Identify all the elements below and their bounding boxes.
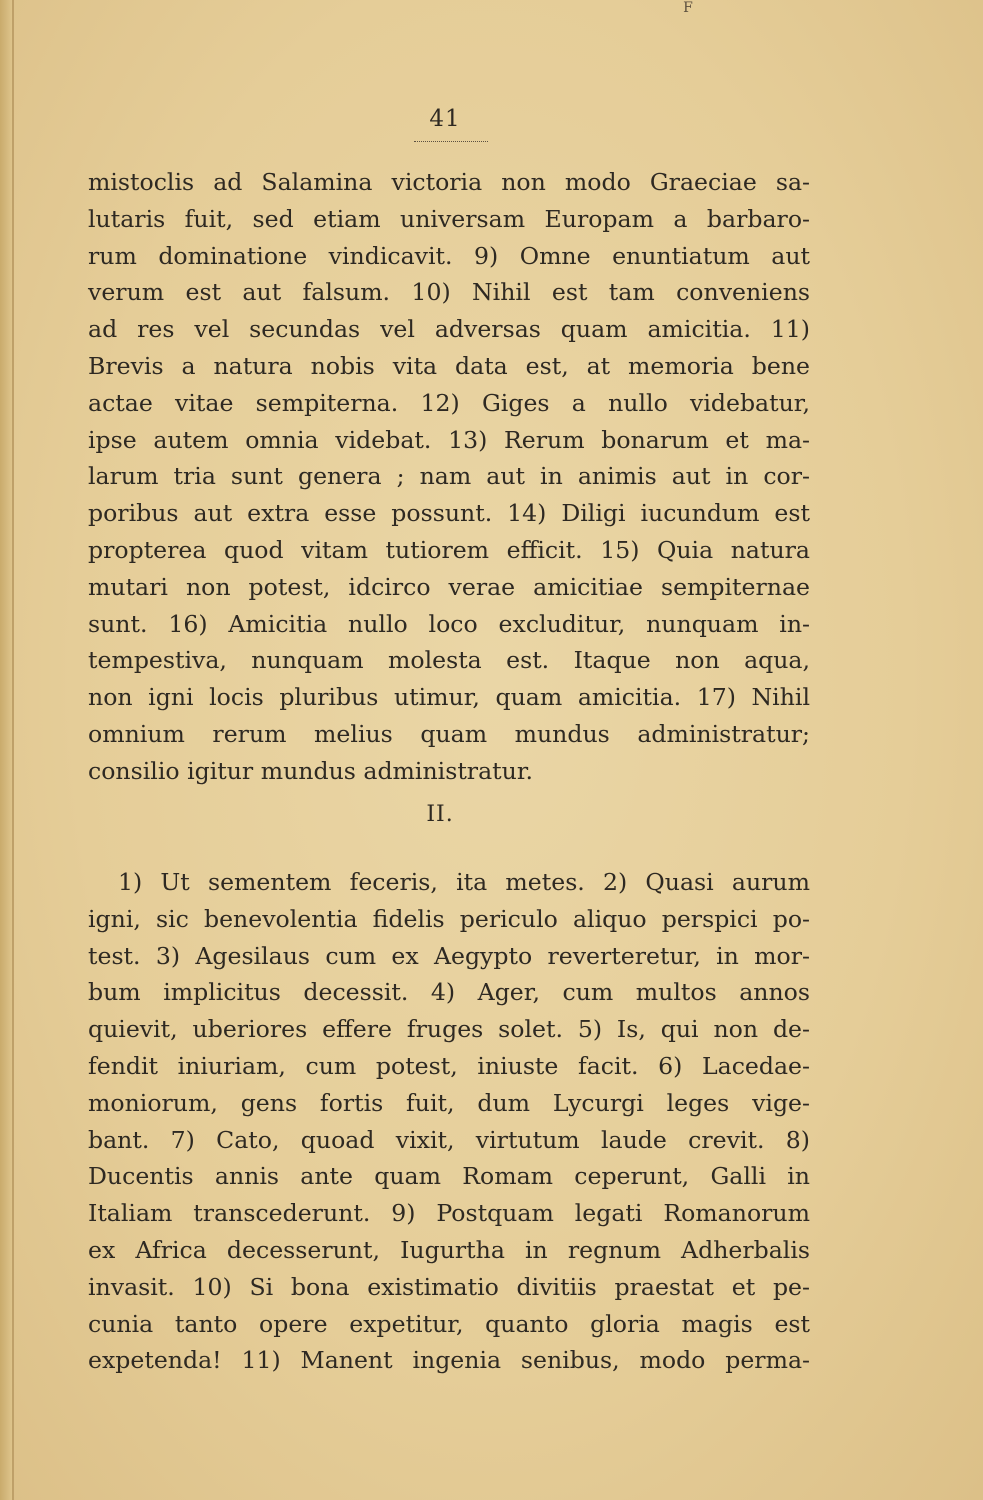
text-line: sunt. 16) Amicitia nullo loco excluditur, nunquam in- [88, 609, 810, 638]
text-line: ad res vel secundas vel adversas quam amicitia. 11) [88, 315, 810, 344]
text-line: lutaris fuit, sed etiam universam Europam a barbaro- [88, 204, 810, 233]
text-line: bant. 7) Cato, quoad vixit, virtutum laude crevit. 8) [88, 1125, 810, 1154]
text-line: invasit. 10) Si bona existimatio divitiis praestat et pe- [88, 1272, 810, 1301]
text-line: test. 3) Agesilaus cum ex Aegypto reverteretur, in mor- [88, 941, 810, 970]
paragraph-2 [88, 864, 810, 1379]
text-line: mistoclis ad Salamina victoria non modo Graeciae sa- [88, 168, 810, 196]
text-line: bum implicitus decessit. 4) Ager, cum multos annos [88, 978, 810, 1007]
text-line: ipse autem omnia videbat. 13) Rerum bonarum et ma- [88, 425, 810, 454]
text-line: Ducentis annis ante quam Romam ceperunt, Galli in [88, 1162, 810, 1191]
text-line: propterea quod vitam tutiorem efficit. 15) Quia natura [88, 535, 810, 564]
text-line: expetenda! 11) Manent ingenia senibus, modo perma- [88, 1346, 810, 1375]
text-line: Brevis a natura nobis vita data est, at memoria bene [88, 351, 810, 380]
text-line: consilio igitur mundus administratur. [88, 756, 534, 785]
section-heading: II. [426, 802, 454, 827]
text-line: Italiam transcederunt. 9) Postquam legati Romanorum [88, 1199, 810, 1228]
text-line: 1) Ut sementem feceris, ita metes. 2) Quasi aurum [118, 868, 810, 896]
text-line: mutari non potest, idcirco verae amicitiae sempiternae [88, 572, 810, 601]
page-number: 41 [429, 106, 461, 132]
text-line: tempestiva, nunquam molesta est. Itaque non aqua, [88, 646, 810, 675]
text-line: non igni locis pluribus utimur, quam amicitia. 17) Nihil [88, 683, 810, 712]
page-binding-line [12, 0, 14, 1500]
text-line: verum est aut falsum. 10) Nihil est tam conveniens [88, 278, 810, 307]
text-line: rum dominatione vindicavit. 9) Omne enuntiatum aut [88, 241, 810, 270]
text-line: moniorum, gens fortis fuit, dum Lycurgi leges vige- [88, 1088, 810, 1117]
paragraph-1 [88, 164, 810, 790]
text-line: cunia tanto opere expetitur, quanto gloria magis est [88, 1309, 810, 1338]
page-number-underline [414, 141, 488, 142]
text-line: quievit, uberiores effere fruges solet. 5) Is, qui non de- [88, 1015, 810, 1044]
text-line: fendit iniuriam, cum potest, iniuste facit. 6) Lacedae- [88, 1051, 810, 1080]
text-line: poribus aut extra esse possunt. 14) Diligi iucundum est [88, 499, 810, 528]
text-line: omnium rerum melius quam mundus administratur; [88, 719, 810, 748]
ink-bleed-mark: F [683, 0, 693, 16]
text-line: actae vitae sempiterna. 12) Giges a nullo videbatur, [88, 388, 810, 417]
text-line: larum tria sunt genera ; nam aut in animis aut in cor- [88, 462, 810, 491]
text-line: ex Africa decesserunt, Iugurtha in regnum Adherbalis [88, 1235, 810, 1264]
text-line: igni, sic benevolentia fidelis periculo aliquo perspici po- [88, 904, 810, 933]
